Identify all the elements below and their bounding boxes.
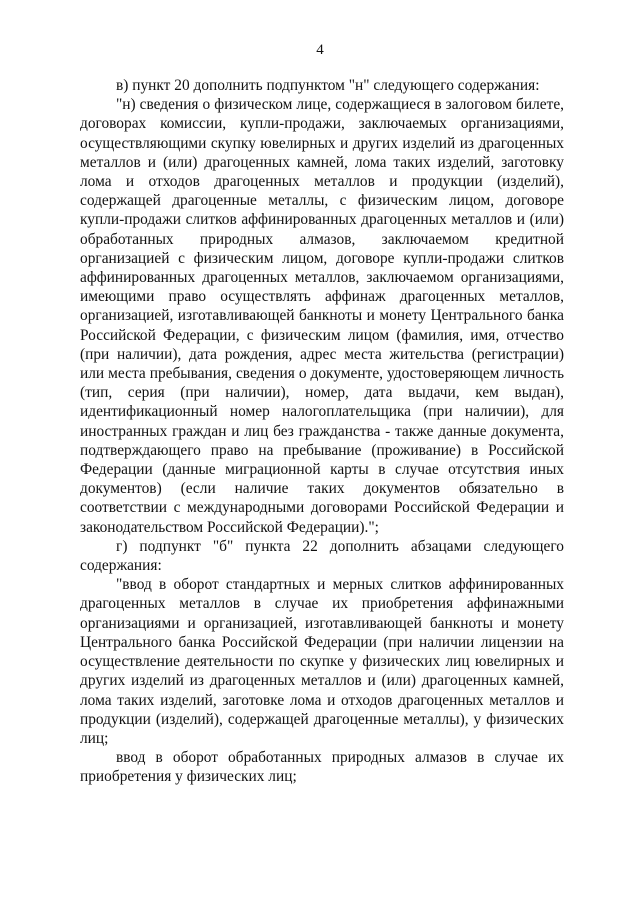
paragraph-item-v: в) пункт 20 дополнить подпунктом "н" следующего содержания: (116, 77, 540, 94)
paragraph-item-g: г) подпункт "б" пункта 22 дополнить абзацами следующего содержания: (80, 537, 564, 575)
paragraph-ingot-circulation: "ввод в оборот стандартных и мерных слитков аффинированных драгоценных металлов в случае их приобретения аффинажными организациями и организацией, изготавливающей банкноты и монету Центрального банка Российской Федерации (при наличии лицензии на осуществление деятельности по скупке у физических лиц ювелирных и других изделий из драгоценных металлов и (или) драгоценных камней, лома таких изделий, заготовке лома и отходов драгоценных металлов и продукции (изделий), содержащей драгоценные металлы), у физических лиц; (80, 576, 564, 747)
document-body (80, 76, 564, 787)
paragraph-subitem-n: "н) сведения о физическом лице, содержащиеся в залоговом билете, договорах комиссии, купли-продажи, заключаемых организациями, осуществляющими скупку ювелирных и других изделий из драгоценных металлов и (или) драгоценных камней, лома таких изделий, заготовку лома и отходов драгоценных металлов и продукции (изделий), содержащей драгоценные металлы, с физическим лицом, договоре купли-продажи слитков аффинированных драгоценных металлов и (или) обработанных природных алмазов, заключаемом кредитной организацией с физическим лицом, договоре купли-продажи слитков аффинированных драгоценных металлов, заключаемом организациями, имеющими право осуществлять аффинаж драгоценных металлов, организацией, изготавливающей банкноты и монету Центрального банка Российской Федерации, с физическим лицом (фамилия, имя, отчество (при наличии), дата рождения, адрес места жительства (регистрации) или места пребывания, сведения о документе, удостоверяющем личность (тип, серия (при наличии), номер, дата выдачи, кем выдан), идентификационный номер налогоплательщика (при наличии), для иностранных граждан и лиц без гражданства - также данные документа, подтверждающего право на пребывание (проживание) в Российской Федерации (данные миграционной карты в случае отсутствия иных документов) (если наличие таких документов обязательно в соответствии с международными договорами Российской Федерации и законодательством Российской Федерации)."; (80, 96, 564, 536)
page-number: 4 (316, 42, 324, 58)
paragraph-diamond-circulation: ввод в оборот обработанных природных алмазов в случае их приобретения у физических лиц; (80, 749, 564, 786)
